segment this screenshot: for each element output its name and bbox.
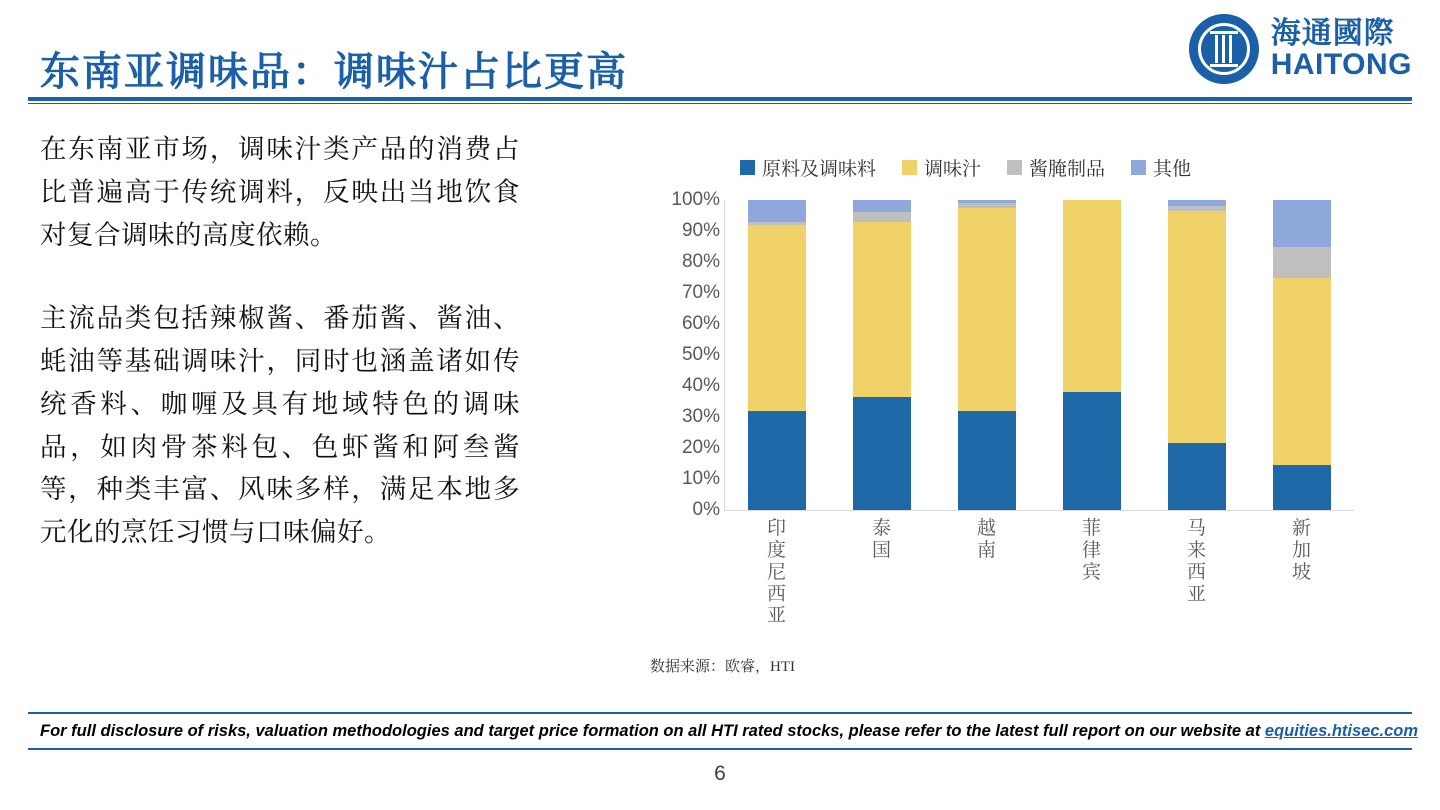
x-axis-labels <box>724 518 1354 627</box>
legend-swatch-icon <box>740 160 755 175</box>
bar-column <box>1273 200 1331 510</box>
x-axis-tick-char: 南 <box>976 539 996 561</box>
bar-segment <box>1273 465 1331 510</box>
logo-text-cn: 海通國際 <box>1270 16 1395 50</box>
y-axis-tick: 10% <box>681 468 720 489</box>
y-axis-tick: 90% <box>681 220 720 241</box>
y-axis-tick: 80% <box>681 251 720 272</box>
chart-source-note: 数据来源：欧睿，HTI <box>650 659 795 675</box>
bar-column <box>748 200 806 510</box>
x-axis-tick <box>958 518 1016 627</box>
x-axis-tick-char: 新 <box>1291 518 1311 539</box>
bar-segment <box>1273 200 1331 247</box>
bar-segment <box>1273 247 1331 278</box>
footer-disclosure <box>40 722 1419 741</box>
body-text <box>40 128 520 554</box>
page-number: 6 <box>714 762 726 785</box>
bar-column <box>1168 200 1226 510</box>
footer-divider-top <box>28 712 1412 714</box>
logo-bars-icon <box>1213 35 1235 63</box>
x-axis-tick-char: 亚 <box>1186 583 1206 605</box>
y-axis-tick: 50% <box>681 344 720 365</box>
legend-swatch-icon <box>902 160 917 175</box>
x-axis-line <box>724 510 1354 511</box>
legend-label: 酱腌制品 <box>1029 159 1106 180</box>
header-divider <box>28 97 1412 101</box>
x-axis-tick-char: 越 <box>976 518 996 539</box>
haitong-logo <box>1189 14 1412 84</box>
y-axis-tick: 100% <box>671 189 720 210</box>
legend-swatch-icon <box>1131 160 1146 175</box>
bar-segment <box>853 212 911 221</box>
legend-swatch-icon <box>1007 160 1022 175</box>
y-axis-tick: 70% <box>681 282 720 303</box>
bar-segment <box>1168 443 1226 510</box>
x-axis-tick-char: 律 <box>1081 539 1101 561</box>
logo-mark-icon <box>1189 14 1259 84</box>
bar-segment <box>1168 211 1226 444</box>
x-axis-tick-char: 尼 <box>766 561 786 583</box>
footer-disclosure-text: For full disclosure of risks, valuation methodologies and target price formation on all HTI rated stocks, please refer to the latest full report on our website at <box>40 722 1265 740</box>
footer-disclosure-link[interactable]: equities.htisec.com <box>1264 722 1419 740</box>
bar-segment <box>748 225 806 411</box>
bar-segment <box>748 200 806 222</box>
legend-item <box>902 154 981 181</box>
page-title: 东南亚调味品：调味汁占比更高 <box>40 49 628 94</box>
x-axis-tick <box>748 518 806 627</box>
x-axis-tick-char: 泰 <box>871 518 891 539</box>
x-axis-tick-char: 度 <box>766 539 786 561</box>
x-axis-tick-char: 马 <box>1186 518 1206 539</box>
legend-label: 原料及调味料 <box>762 159 877 180</box>
x-axis-tick-char: 坡 <box>1291 561 1311 583</box>
x-axis-tick <box>853 518 911 627</box>
bar-segment <box>1063 392 1121 510</box>
logo-text-en: HAITONG <box>1270 48 1412 81</box>
y-axis-tick: 30% <box>681 406 720 427</box>
body-paragraph-1: 在东南亚市场，调味汁类产品的消费占比普遍高于传统调料，反映出当地饮食对复合调味的高度依赖。 <box>40 134 520 250</box>
y-axis-tick: 0% <box>692 499 720 520</box>
x-axis-tick <box>1273 518 1331 627</box>
chart-legend <box>740 154 1191 181</box>
logo-text <box>1271 18 1412 81</box>
bar-segment <box>853 397 911 510</box>
x-axis-tick <box>1063 518 1121 627</box>
y-axis-labels <box>650 189 720 520</box>
x-axis-tick-char: 西 <box>1186 561 1206 583</box>
x-axis-tick-char: 加 <box>1291 539 1311 561</box>
y-axis-tick: 40% <box>681 375 720 396</box>
x-axis-tick-char: 印 <box>766 518 786 539</box>
bar-segment <box>958 411 1016 510</box>
body-paragraph-2: 主流品类包括辣椒酱、番茄酱、酱油、蚝油等基础调味汁，同时也涵盖诸如传统香料、咖喱及具有地域特色的调味品，如肉骨茶料包、色虾酱和阿叁酱等，种类丰富、风味多样，满足本地多元化的烹饪习惯与口味偏好。 <box>40 302 520 548</box>
x-axis-tick-char: 来 <box>1186 539 1206 561</box>
bar-segment <box>748 411 806 510</box>
y-axis-tick: 20% <box>681 437 720 458</box>
bar-segment <box>1273 278 1331 466</box>
legend-label: 其他 <box>1153 159 1192 180</box>
x-axis-tick <box>1168 518 1226 627</box>
stacked-bar-chart <box>620 140 1410 700</box>
bar-column <box>958 200 1016 510</box>
x-axis-tick-char: 西 <box>766 583 786 605</box>
bar-column <box>1063 200 1121 510</box>
bar-segment <box>1063 200 1121 392</box>
x-axis-tick-char: 菲 <box>1081 518 1101 539</box>
y-axis-tick: 60% <box>681 313 720 334</box>
x-axis-tick-char: 亚 <box>766 605 786 627</box>
bar-column <box>853 200 911 510</box>
legend-item <box>1131 154 1191 181</box>
legend-item <box>1007 154 1105 181</box>
x-axis-tick-char: 国 <box>871 539 891 561</box>
chart-bars <box>724 200 1354 510</box>
bar-segment <box>853 200 911 212</box>
header-divider-thin <box>28 103 1412 104</box>
legend-item <box>740 154 876 181</box>
x-axis-tick-char: 宾 <box>1081 561 1101 583</box>
footer-divider-bottom <box>28 748 1412 750</box>
bar-segment <box>958 208 1016 411</box>
legend-label: 调味汁 <box>924 159 982 180</box>
bar-segment <box>853 222 911 397</box>
